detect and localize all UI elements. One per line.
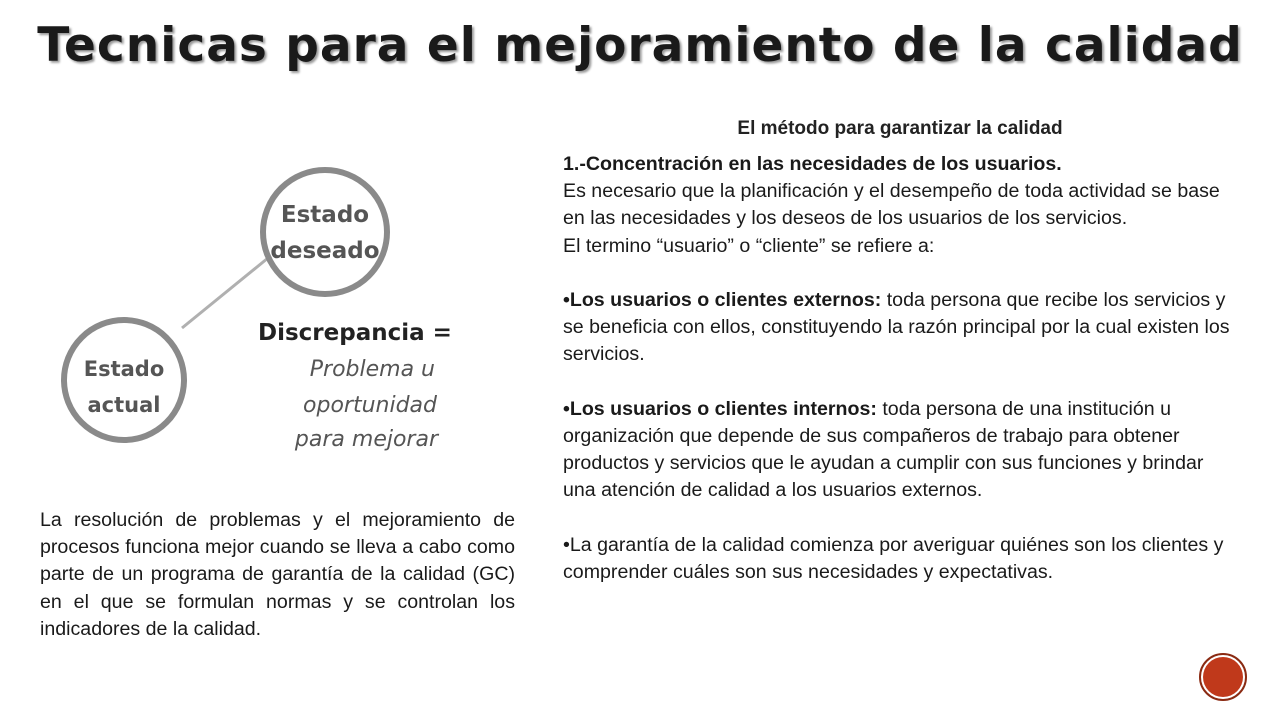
slide-title: Tecnicas para el mejoramiento de la calidad [37, 18, 1243, 73]
section-subtitle: El método para garantizar la calidad [737, 118, 1063, 139]
left-paragraph: La resolución de problemas y el mejoramiento de procesos funciona mejor cuando se lleva a cabo como parte de un programa de garantía de la calidad (GC) en el que se formulan normas y se controlan los indicadores de la calidad. [40, 509, 515, 640]
bullet-internal-bold: •Los usuarios o clientes internos: [563, 397, 877, 420]
current-state-line1: Estado [83, 357, 165, 381]
discrepancy-text-line1: Problema u [309, 357, 435, 382]
desired-state-circle [263, 170, 387, 294]
term-line: El termino “usuario” o “cliente” se refiere a: [563, 234, 935, 257]
quality-gap-diagram [40, 150, 520, 470]
discrepancy-text-line3: para mejorar [294, 427, 438, 452]
section-heading: 1.-Concentración en las necesidades de los usuarios. [563, 153, 1062, 175]
discrepancy-text-line2: oportunidad [303, 393, 437, 418]
desired-state-line2: deseado [270, 238, 380, 264]
bullet-external-bold: •Los usuarios o clientes externos: [563, 289, 882, 311]
right-column [563, 151, 1233, 586]
bullet-internal [563, 396, 1233, 505]
intro-paragraph: Es necesario que la planificación y el desempeño de toda actividad se base en las necesidades y los deseos de los usuarios de los servicios. [563, 180, 1220, 230]
slide-number-badge [1198, 652, 1248, 702]
bullet-external [563, 287, 1233, 369]
bullet-quality: •La garantía de la calidad comienza por averiguar quiénes son los clientes y comprender cuáles son sus necesidades y expectativas. [563, 533, 1224, 583]
desired-state-line1: Estado [280, 202, 370, 228]
current-state-line2: actual [87, 393, 161, 417]
bullet-external-text: toda persona que recibe los servicios y se beneficia con ellos, constituyendo la razón principal por la cual existen los servicios. [563, 289, 1230, 366]
bullet-internal-text: toda persona de una institución u organización que depende de sus compañeros de trabajo para obtener productos y servicios que le ayudan a cumplir con sus funciones y brindar una atención de calidad a los usuarios externos. [563, 397, 1204, 502]
discrepancy-label: Discrepancia = [258, 320, 452, 346]
